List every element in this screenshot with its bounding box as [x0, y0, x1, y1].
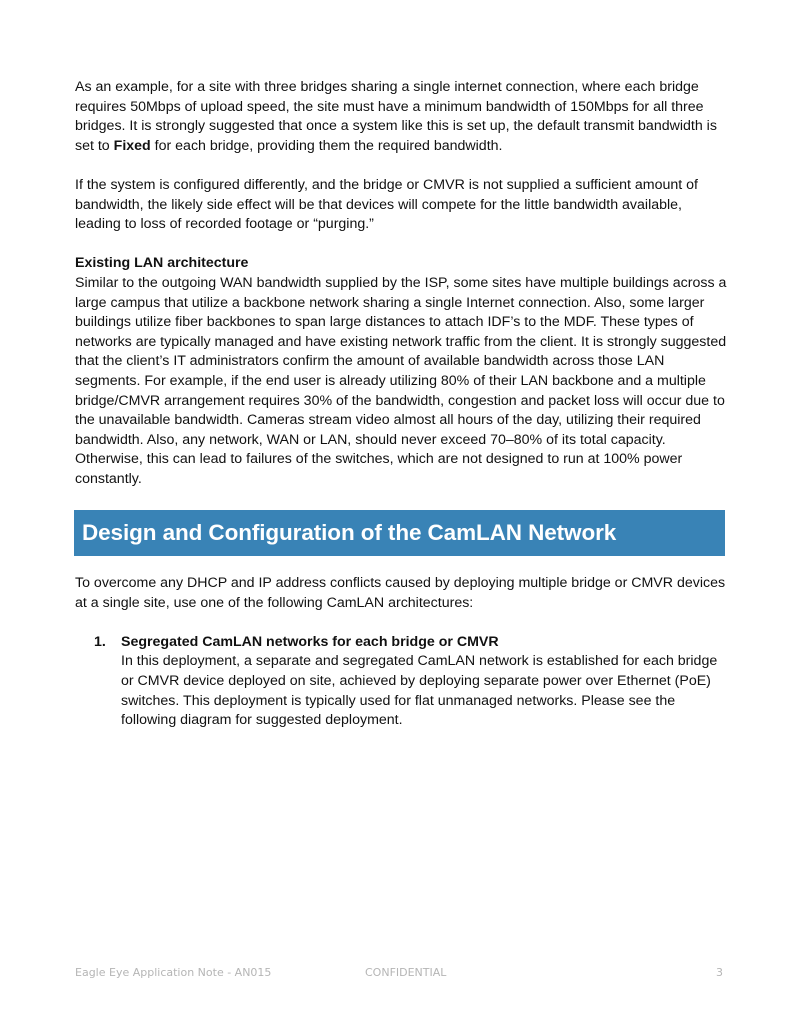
list-item: [75, 633, 727, 731]
footer-page-number: 3: [716, 966, 723, 979]
list-item-number: 1.: [94, 633, 106, 650]
list-item-title: Segregated CamLAN networks for each bridge or CMVR: [121, 633, 499, 650]
design-intro-paragraph: To overcome any DHCP and IP address conflicts caused by deploying multiple bridge or CMVR devices at a single site, use one of the following CamLAN architectures:: [75, 575, 726, 611]
lan-architecture-body: Similar to the outgoing WAN bandwidth supplied by the ISP, some sites have multiple buildings across a large campus that utilize a backbone network sharing a single Internet connection. Also, some larger buildings utilize fiber backbones to span large distances to attach IDF’s to the MDF. These types of networks are typically managed and have existing network traffic from the client. It is strongly suggested that the client’s IT administrators confirm the amount of available bandwidth across those LAN segments. For example, if the end user is already utilizing 80% of their LAN backbone and a multiple bridge/CMVR arrangement requires 30% of the bandwidth, congestion and packet loss will occur due to the unavailable bandwidth. Cameras stream video almost all hours of the day, utilizing their required bandwidth. Also, any network, WAN or LAN, should never exceed 70–80% of its total capacity. Otherwise, this can lead to failures of the switches, which are not designed to run at 100% power constantly.: [75, 274, 727, 487]
section-heading: Design and Configuration of the CamLAN Network: [82, 520, 617, 545]
intro-paragraph-1-tail: for each bridge, providing them the required bandwidth.: [150, 137, 503, 154]
lan-architecture-heading: Existing LAN architecture: [75, 255, 249, 272]
intro-paragraph-2: If the system is configured differently, and the bridge or CMVR is not supplied a sufficient amount of bandwidth, the likely side effect will be that devices will compete for the little bandwidth available, leading to loss of recorded footage or “purging.”: [75, 176, 699, 233]
architecture-list: [75, 633, 727, 731]
intro-paragraph-1-text: As an example, for a site with three bridges sharing a single internet connection, where each bridge requires 50Mbps of upload speed, the site must have a minimum bandwidth of 150Mbps for all three bridges. It is strongly suggested that once a system like this is set up, the default transmit bandwidth is set to: [75, 79, 717, 154]
intro-paragraph-1: [75, 78, 727, 156]
page-body-upper: [75, 78, 727, 489]
list-item-body: In this deployment, a separate and segregated CamLAN network is established for each bridge or CMVR device deployed on site, achieved by deploying separate power over Ethernet (PoE) switches. This deployment is typically used for flat unmanaged networks. Please see the following diagram for suggested deployment.: [121, 653, 718, 729]
footer-document-title: Eagle Eye Application Note - AN015: [75, 966, 272, 979]
page-body-lower: [75, 574, 727, 731]
footer-confidential: CONFIDENTIAL: [365, 966, 447, 979]
section-heading-bar: [74, 510, 725, 556]
fixed-bold-text: Fixed: [113, 137, 151, 154]
